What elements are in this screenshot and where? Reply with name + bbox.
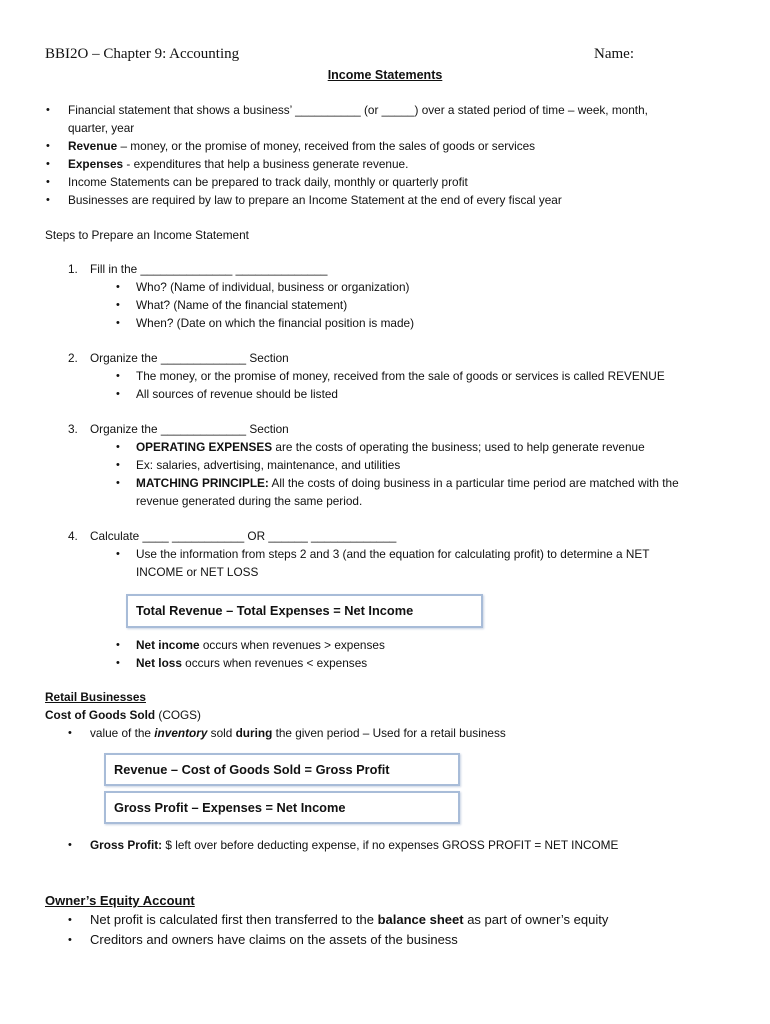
course-header: BBI2O – Chapter 9: Accounting — [45, 46, 240, 62]
bullet-glyph: • — [68, 727, 72, 739]
intro-bullet-5: Businesses are required by law to prepare an Income Statement at the end of every fiscal year — [68, 193, 562, 207]
cogs-definition: value of the inventory sold during the given period – Used for a retail business — [90, 726, 506, 740]
step1-sub-what: What? (Name of the financial statement) — [136, 298, 348, 312]
bullet-glyph: • — [116, 459, 120, 471]
step1-text: Fill in the ______________ ______________ — [90, 262, 328, 276]
bullet-glyph: • — [116, 548, 120, 560]
intro-bullet-1-cont: quarter, year — [68, 121, 135, 135]
bullet-glyph: • — [116, 299, 120, 311]
gross-profit-note: Gross Profit: $ left over before deducting expense, if no expenses GROSS PROFIT = NET INCOME — [90, 838, 619, 852]
bullet-glyph: • — [116, 388, 120, 400]
gross-profit-formula-box: Revenue – Cost of Goods Sold = Gross Profit — [104, 753, 460, 786]
owners-equity-bullet-2: Creditors and owners have claims on the assets of the business — [90, 932, 458, 947]
bullet-glyph: • — [68, 914, 72, 926]
step2-sub-1: The money, or the promise of money, received from the sale of goods or services is called REVENUE — [136, 369, 665, 383]
step3-sub-matching-cont: revenue generated during the same period. — [136, 494, 363, 508]
bullet-glyph: • — [116, 639, 120, 651]
net-income-formula-box: Total Revenue – Total Expenses = Net Income — [126, 594, 483, 628]
bullet-glyph: • — [116, 281, 120, 293]
step4-number: 4. — [68, 529, 78, 543]
step2-number: 2. — [68, 351, 78, 365]
retail-heading: Retail Businesses — [45, 690, 146, 704]
intro-bullet-revenue: Revenue – money, or the promise of money, received from the sales of goods or services — [68, 139, 536, 153]
intro-bullet-4: Income Statements can be prepared to track daily, monthly or quarterly profit — [68, 175, 468, 189]
bullet-glyph: • — [116, 477, 120, 489]
steps-heading: Steps to Prepare an Income Statement — [45, 228, 249, 242]
retail-net-income-formula-box: Gross Profit – Expenses = Net Income — [104, 791, 460, 824]
bullet-glyph: • — [116, 370, 120, 382]
step2-sub-2: All sources of revenue should be listed — [136, 387, 338, 401]
name-label: Name: — [594, 46, 634, 62]
step1-sub-when: When? (Date on which the financial position is made) — [136, 316, 415, 330]
page-title: Income Statements — [327, 68, 443, 82]
cogs-label: Cost of Goods Sold (COGS) — [45, 708, 201, 722]
net-income-note: Net income occurs when revenues > expenses — [136, 638, 385, 652]
step4-text: Calculate ____ ___________ OR ______ _____________ — [90, 529, 397, 543]
step3-sub-examples: Ex: salaries, advertising, maintenance, and utilities — [136, 458, 401, 472]
step4-sub-1: Use the information from steps 2 and 3 (and the equation for calculating profit) to determine a NET — [136, 547, 650, 561]
step3-sub-operating: OPERATING EXPENSES are the costs of operating the business; used to help generate revenue — [136, 440, 645, 454]
bullet-glyph: • — [116, 441, 120, 453]
bullet-glyph: • — [68, 934, 72, 946]
bullet-glyph: • — [116, 317, 120, 329]
step1-number: 1. — [68, 262, 78, 276]
bullet-glyph: • — [46, 104, 50, 116]
bullet-glyph: • — [46, 194, 50, 206]
bullet-glyph: • — [68, 839, 72, 851]
owners-equity-heading: Owner’s Equity Account — [45, 893, 195, 908]
net-loss-note: Net loss occurs when revenues < expenses — [136, 656, 368, 670]
intro-bullet-1: Financial statement that shows a business’ __________ (or _____) over a stated period of time – week, month, — [68, 103, 648, 117]
bullet-glyph: • — [46, 140, 50, 152]
intro-bullet-expenses: Expenses - expenditures that help a business generate revenue. — [68, 157, 409, 171]
step4-sub-1-cont: INCOME or NET LOSS — [136, 565, 259, 579]
step2-text: Organize the _____________ Section — [90, 351, 289, 365]
bullet-glyph: • — [46, 158, 50, 170]
step3-sub-matching: MATCHING PRINCIPLE: All the costs of doing business in a particular time period are matched with the — [136, 476, 679, 490]
step1-sub-who: Who? (Name of individual, business or organization) — [136, 280, 410, 294]
bullet-glyph: • — [46, 176, 50, 188]
step3-text: Organize the _____________ Section — [90, 422, 289, 436]
bullet-glyph: • — [116, 657, 120, 669]
step3-number: 3. — [68, 422, 78, 436]
owners-equity-bullet-1: Net profit is calculated first then transferred to the balance sheet as part of owner’s equity — [90, 912, 609, 927]
